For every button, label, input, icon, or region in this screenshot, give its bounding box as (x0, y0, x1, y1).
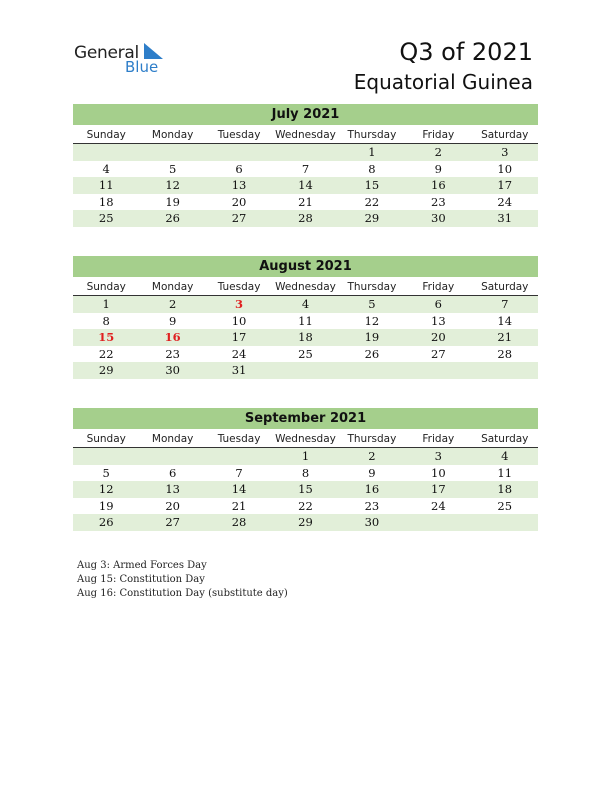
date-cell: 19 (165, 194, 180, 209)
date-cell (405, 362, 471, 379)
date-cell: 29 (364, 211, 380, 225)
date-cell: 22 (98, 346, 114, 361)
date-cell: 19 (98, 498, 114, 513)
weekday-label: Thursday (347, 129, 397, 141)
weekday-label: Thursday (347, 281, 397, 293)
date-cell: 12 (98, 482, 114, 496)
week-row (73, 210, 538, 227)
week-row (73, 329, 538, 346)
date-cell: 22 (364, 194, 380, 209)
weekday-label: Saturday (481, 433, 529, 445)
date-cell (139, 448, 205, 465)
week-row (73, 362, 538, 379)
date-cell: 18 (98, 194, 114, 209)
date-cell: 14 (497, 313, 513, 328)
week-row (73, 514, 538, 531)
week-row (73, 144, 538, 161)
holiday-date-cell: 3 (235, 297, 244, 311)
date-cell: 8 (102, 313, 110, 328)
date-cell (73, 448, 139, 465)
date-cell: 11 (98, 178, 114, 192)
page-title: Q3 of 2021 (399, 38, 533, 66)
month-calendar-august (73, 256, 538, 379)
logo-text-general: General (74, 43, 139, 63)
date-cell (272, 144, 338, 161)
date-cell: 23 (364, 498, 380, 513)
date-cell: 30 (165, 363, 180, 377)
week-row (73, 161, 538, 178)
date-cell: 12 (165, 178, 180, 192)
date-cell (139, 144, 205, 161)
date-cell (472, 514, 538, 531)
date-cell: 18 (497, 482, 513, 496)
date-cell: 3 (434, 449, 442, 463)
week-row (73, 448, 538, 465)
date-cell: 6 (235, 161, 243, 176)
date-cell: 15 (364, 178, 380, 192)
logo-text-blue: Blue (125, 58, 159, 76)
date-cell: 10 (231, 313, 247, 328)
date-cell: 27 (165, 515, 180, 529)
weekday-label: Monday (151, 433, 194, 445)
date-cell: 10 (497, 161, 513, 176)
date-cell: 17 (231, 330, 247, 344)
weekday-label: Wednesday (275, 433, 336, 445)
date-cell: 21 (298, 194, 313, 209)
holiday-note: Aug 15: Constitution Day (77, 574, 205, 585)
date-cell: 23 (165, 346, 180, 361)
week-row (73, 313, 538, 330)
weekday-label: Sunday (86, 433, 126, 445)
date-cell: 10 (431, 465, 446, 480)
holiday-date-cell: 15 (98, 330, 115, 344)
date-cell: 9 (434, 161, 442, 176)
date-cell: 20 (431, 330, 446, 344)
date-cell: 21 (231, 498, 247, 513)
date-cell: 25 (298, 346, 313, 361)
weekday-label: Tuesday (217, 433, 261, 445)
date-cell: 3 (501, 145, 509, 159)
date-cell (339, 362, 405, 379)
date-cell: 9 (368, 465, 376, 480)
date-cell: 25 (98, 211, 114, 225)
weekday-label: Wednesday (275, 129, 336, 141)
date-cell: 28 (298, 211, 313, 225)
date-cell: 16 (431, 178, 446, 192)
date-cell: 20 (165, 498, 180, 513)
month-header: July 2021 (73, 104, 538, 125)
date-cell: 1 (301, 449, 310, 463)
weekday-label: Sunday (86, 281, 126, 293)
date-cell: 2 (434, 145, 442, 159)
date-cell (206, 144, 272, 161)
weekday-label: Saturday (481, 281, 529, 293)
weekday-header-row (73, 429, 538, 448)
date-cell: 30 (431, 211, 446, 225)
date-cell: 17 (497, 178, 513, 192)
date-cell (472, 362, 538, 379)
date-cell: 12 (364, 313, 380, 328)
date-cell: 20 (231, 194, 247, 209)
date-cell (272, 362, 338, 379)
week-row (73, 465, 538, 482)
weekday-label: Wednesday (275, 281, 336, 293)
date-cell: 13 (431, 313, 446, 328)
week-row (73, 498, 538, 515)
week-row (73, 177, 538, 194)
week-row (73, 346, 538, 363)
date-cell: 27 (231, 211, 247, 225)
holiday-notes (77, 559, 288, 601)
date-cell: 14 (231, 482, 247, 496)
weekday-header-row (73, 125, 538, 144)
date-cell: 2 (368, 449, 376, 463)
date-cell: 9 (168, 313, 177, 328)
date-cell: 24 (497, 194, 513, 209)
date-cell: 31 (497, 211, 513, 225)
date-cell: 13 (231, 178, 247, 192)
weekday-label: Monday (151, 129, 194, 141)
date-cell: 29 (298, 515, 313, 529)
date-cell: 7 (501, 297, 509, 311)
month-calendar-september (73, 408, 538, 531)
date-cell (206, 448, 272, 465)
generalblue-logo (74, 40, 174, 80)
weekday-label: Sunday (86, 129, 126, 141)
date-cell: 18 (298, 330, 313, 344)
date-cell: 11 (497, 465, 513, 480)
date-cell: 14 (298, 178, 313, 192)
date-cell: 6 (168, 465, 177, 480)
date-cell (73, 144, 139, 161)
weekday-label: Friday (422, 433, 455, 445)
date-cell: 23 (431, 194, 446, 209)
weekday-label: Friday (422, 281, 455, 293)
date-cell: 8 (301, 465, 310, 480)
date-cell: 28 (231, 515, 247, 529)
month-header: September 2021 (73, 408, 538, 429)
date-cell: 7 (301, 161, 310, 176)
date-cell: 13 (165, 482, 180, 496)
weekday-label: Friday (422, 129, 455, 141)
date-cell: 26 (165, 211, 180, 225)
logo-triangle-icon (142, 43, 164, 59)
date-cell: 2 (168, 297, 177, 311)
weekday-label: Saturday (481, 129, 529, 141)
date-cell: 26 (364, 346, 380, 361)
weekday-label: Monday (151, 281, 194, 293)
date-cell: 5 (168, 161, 177, 176)
date-cell: 8 (368, 161, 376, 176)
date-cell: 6 (434, 297, 442, 311)
week-row (73, 481, 538, 498)
weekday-label: Tuesday (217, 281, 261, 293)
date-cell: 11 (298, 313, 313, 328)
date-cell: 29 (98, 363, 114, 377)
date-cell: 1 (102, 297, 110, 311)
page-subtitle: Equatorial Guinea (353, 70, 533, 94)
date-cell: 26 (98, 515, 114, 529)
date-cell: 24 (231, 346, 247, 361)
date-cell: 4 (102, 161, 110, 176)
date-cell: 15 (298, 482, 313, 496)
date-cell: 24 (431, 498, 446, 513)
date-cell: 22 (298, 498, 313, 513)
date-cell: 31 (231, 363, 247, 377)
date-cell: 19 (364, 330, 380, 344)
date-cell: 4 (301, 297, 310, 311)
date-cell: 17 (431, 482, 446, 496)
date-cell: 27 (431, 346, 446, 361)
date-cell: 28 (497, 346, 513, 361)
week-row (73, 194, 538, 211)
date-cell: 4 (501, 449, 509, 463)
date-cell: 1 (368, 145, 376, 159)
date-cell: 25 (497, 498, 513, 513)
date-cell: 5 (102, 465, 110, 480)
holiday-note: Aug 3: Armed Forces Day (77, 560, 207, 571)
week-row (73, 296, 538, 313)
date-cell: 30 (364, 515, 380, 529)
month-calendar-july (73, 104, 538, 227)
holiday-date-cell: 16 (164, 330, 181, 344)
weekday-label: Thursday (347, 433, 397, 445)
month-header: August 2021 (73, 256, 538, 277)
date-cell (405, 514, 471, 531)
weekday-header-row (73, 277, 538, 296)
date-cell: 5 (368, 297, 376, 311)
weekday-label: Tuesday (217, 129, 261, 141)
date-cell: 21 (497, 330, 513, 344)
date-cell: 7 (235, 465, 243, 480)
holiday-note: Aug 16: Constitution Day (substitute day) (77, 588, 288, 599)
date-cell: 16 (364, 482, 380, 496)
